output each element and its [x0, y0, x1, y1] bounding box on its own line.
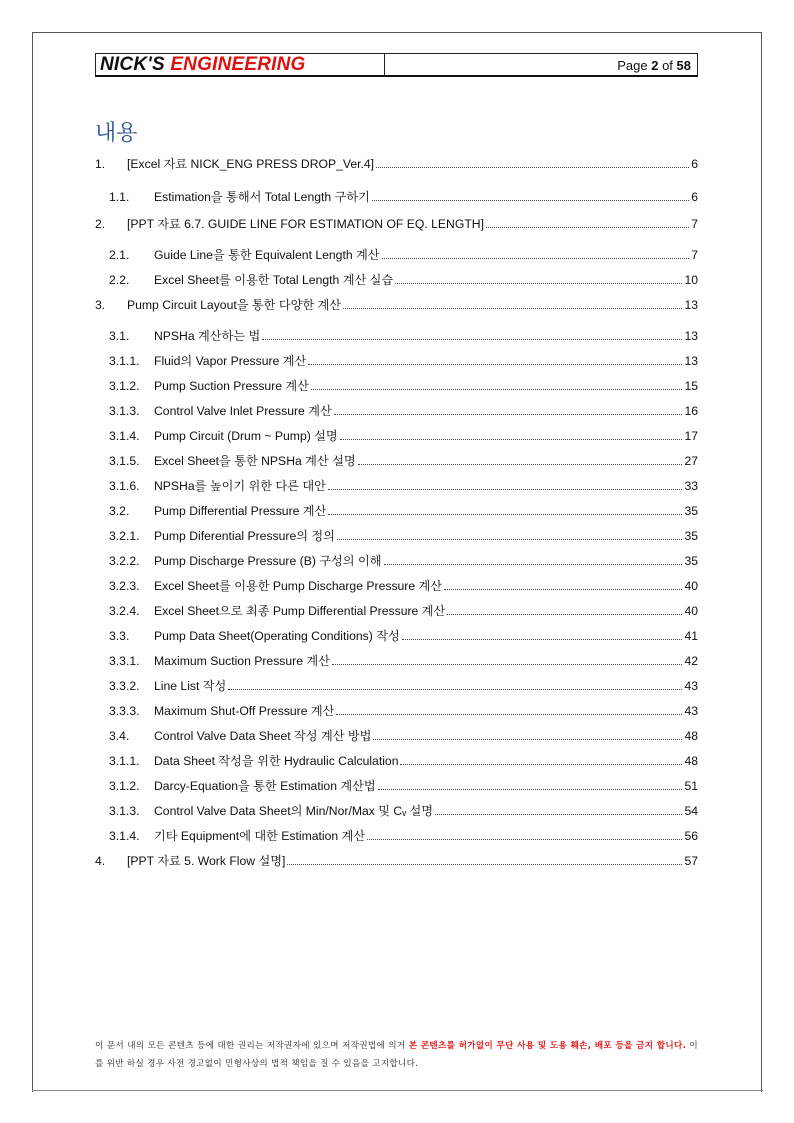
toc-entry-title: Darcy-Equation을 통한 Estimation 계산법 [154, 779, 376, 793]
toc-entry[interactable] [109, 399, 698, 419]
toc-entry-number: 3.1.4. [109, 429, 140, 443]
toc-entry-page: 13 [684, 298, 698, 312]
toc-entry[interactable] [109, 474, 698, 494]
toc-entry-number: 3.2. [109, 504, 130, 518]
toc-entry-number: 3.1.3. [109, 404, 140, 418]
toc-entry-page: 7 [691, 217, 698, 231]
toc-entry-number: 3.3.2. [109, 679, 140, 693]
toc-entry-number: 3.2.3. [109, 579, 140, 593]
toc-entry-page: 43 [684, 704, 698, 718]
toc-entry[interactable] [109, 674, 698, 694]
toc-dot-leader [447, 614, 682, 615]
toc-entry-number: 3.1.6. [109, 479, 140, 493]
toc-entry-title: Pump Circuit (Drum ~ Pump) 설명 [154, 429, 338, 443]
logo-text-nicks: NICK'S [100, 54, 171, 75]
toc-entry[interactable] [95, 152, 698, 172]
toc-entry-title: Pump Circuit Layout을 통한 다양한 계산 [127, 298, 342, 312]
toc-entry-number: 3.2.4. [109, 604, 140, 618]
toc-dot-leader [400, 764, 682, 765]
toc-dot-leader [337, 539, 682, 540]
toc-entry-page: 51 [684, 779, 698, 793]
copyright-notice [95, 1037, 698, 1073]
copyright-warning: 본 콘텐츠를 허가없이 무단 사용 및 도용 훼손, 배포 등을 금지 합니다. [408, 1041, 687, 1051]
toc-entry-number: 3.2.2. [109, 554, 140, 568]
toc-entry-number: 3.3.3. [109, 704, 140, 718]
logo-text-engineering: ENGINEERING [170, 54, 306, 75]
toc-entry-page: 6 [691, 190, 698, 204]
toc-entry-title: Pump Differential Pressure 계산 [154, 504, 327, 518]
toc-entry-title: Maximum Suction Pressure 계산 [154, 654, 330, 668]
toc-entry-title: Fluid의 Vapor Pressure 계산 [154, 354, 307, 368]
toc-entry-number: 3.1.1. [109, 354, 140, 368]
page-bottom-line [32, 1090, 763, 1091]
toc-entry-title: Control Valve Inlet Pressure 계산 [154, 404, 332, 418]
toc-entry[interactable] [109, 549, 698, 569]
page-number [385, 53, 698, 77]
toc-entry[interactable] [109, 799, 698, 819]
toc-entry-page: 27 [684, 454, 698, 468]
toc-entry-page: 7 [691, 248, 698, 262]
toc-entry-title: Estimation을 통해서 Total Length 구하기 [154, 190, 370, 204]
page-of: of [658, 58, 677, 73]
toc-dot-leader [444, 589, 682, 590]
toc-entry[interactable] [109, 499, 698, 519]
toc-entry-page: 13 [684, 329, 698, 343]
toc-dot-leader [372, 200, 689, 201]
toc-entry-page: 6 [691, 157, 698, 171]
toc-entry-number: 3.1.3. [109, 804, 140, 818]
page-prefix: Page [617, 58, 652, 73]
toc-entry-title: Excel Sheet으로 최종 Pump Differential Pressure 계산 [154, 604, 446, 618]
toc-entry[interactable] [109, 349, 698, 369]
toc-entry-title: Pump Suction Pressure 계산 [154, 379, 309, 393]
toc-dot-leader [367, 839, 682, 840]
toc-entry-number: 3.4. [109, 729, 130, 743]
toc-entry-title: Data Sheet 작성을 위한 Hydraulic Calculation [154, 754, 399, 768]
toc-entry-title: Control Valve Data Sheet의 Min/Nor/Max 및 Cᵥ 설명 [154, 804, 434, 818]
toc-entry[interactable] [109, 574, 698, 594]
toc-entry[interactable] [109, 424, 698, 444]
toc-entry-page: 15 [684, 379, 698, 393]
toc-entry[interactable] [109, 185, 698, 205]
toc-dot-leader [378, 789, 683, 790]
toc-entry-page: 16 [684, 404, 698, 418]
toc-entry[interactable] [95, 293, 698, 313]
company-logo [95, 53, 385, 77]
toc-entry-title: Excel Sheet를 이용한 Total Length 계산 실습 [154, 273, 394, 287]
toc-dot-leader [358, 464, 683, 465]
toc-entry[interactable] [109, 449, 698, 469]
toc-entry-title: Line List 작성 [154, 679, 227, 693]
toc-entry-page: 41 [684, 629, 698, 643]
toc-entry-page: 35 [684, 529, 698, 543]
page-total: 58 [676, 58, 691, 73]
toc-entry-title: NPSHa를 높이기 위한 다른 대안 [154, 479, 326, 493]
toc-dot-leader [334, 414, 683, 415]
toc-entry-number: 2.2. [109, 273, 130, 287]
toc-entry-title: Pump Discharge Pressure (B) 구성의 이해 [154, 554, 382, 568]
toc-entry-page: 56 [684, 829, 698, 843]
toc-dot-leader [328, 489, 683, 490]
toc-dot-leader [343, 308, 682, 309]
toc-entry-page: 35 [684, 554, 698, 568]
toc-entry[interactable] [109, 374, 698, 394]
toc-dot-leader [287, 864, 682, 865]
toc-entry-number: 3.1.2. [109, 779, 140, 793]
toc-dot-leader [332, 664, 682, 665]
page-current: 2 [651, 58, 659, 73]
toc-dot-leader [340, 439, 683, 440]
toc-entry-page: 57 [684, 854, 698, 868]
toc-entry-number: 3.1.4. [109, 829, 140, 843]
toc-entry[interactable] [109, 749, 698, 769]
toc-entry-number: 3. [95, 298, 106, 312]
toc-entry-title: Excel Sheet를 이용한 Pump Discharge Pressure 계산 [154, 579, 443, 593]
toc-entry-page: 54 [684, 804, 698, 818]
toc-dot-leader [395, 283, 682, 284]
toc-dot-leader [311, 389, 682, 390]
toc-dot-leader [382, 258, 690, 259]
toc-entry[interactable] [109, 524, 698, 544]
toc-entry-page: 42 [684, 654, 698, 668]
page-header [95, 53, 698, 77]
toc-entry[interactable] [109, 599, 698, 619]
toc-entry-number: 3.3. [109, 629, 130, 643]
toc-entry-number: 3.1.5. [109, 454, 140, 468]
toc-entry-title: Pump Data Sheet(Operating Conditions) 작성 [154, 629, 400, 643]
toc-dot-leader [376, 167, 689, 168]
toc-entry-number: 2. [95, 217, 106, 231]
toc-entry-number: 3.1.2. [109, 379, 140, 393]
toc-entry-title: Excel Sheet을 통한 NPSHa 계산 설명 [154, 454, 356, 468]
toc-dot-leader [228, 689, 682, 690]
toc-entry-page: 48 [684, 729, 698, 743]
toc-entry-page: 35 [684, 504, 698, 518]
toc-entry-title: 기타 Equipment에 대한 Estimation 계산 [154, 829, 366, 843]
toc-entry[interactable] [109, 243, 698, 263]
toc-entry-number: 3.1.1. [109, 754, 140, 768]
toc-entry-title: Maximum Shut-Off Pressure 계산 [154, 704, 335, 718]
toc-entry[interactable] [109, 649, 698, 669]
toc-entry-number: 1. [95, 157, 106, 171]
toc-dot-leader [336, 714, 682, 715]
toc-entry-number: 3.3.1. [109, 654, 140, 668]
toc-dot-leader [308, 364, 682, 365]
toc-dot-leader [486, 227, 689, 228]
toc-dot-leader [384, 564, 683, 565]
toc-entry-page: 17 [684, 429, 698, 443]
toc-entry[interactable] [95, 212, 698, 232]
copyright-text-after: 이를 위반 하실 경우 사전 경고없이 민형사상의 법적 책임을 질 수 있음을 고지합니다. [95, 1041, 698, 1069]
toc-title: 내용 [95, 121, 138, 146]
toc-entry[interactable] [109, 624, 698, 644]
toc-entry[interactable] [109, 724, 698, 744]
toc-dot-leader [328, 514, 682, 515]
toc-entry-title: Pump Diferential Pressure의 정의 [154, 529, 335, 543]
toc-entry-page: 40 [684, 579, 698, 593]
toc-entry[interactable] [109, 699, 698, 719]
toc-dot-leader [435, 814, 682, 815]
toc-entry-page: 40 [684, 604, 698, 618]
toc-entry-page: 10 [684, 273, 698, 287]
toc-entry-title: Guide Line을 통한 Equivalent Length 계산 [154, 248, 380, 262]
toc-entry[interactable] [109, 324, 698, 344]
toc-entry-page: 43 [684, 679, 698, 693]
toc-entry-page: 48 [684, 754, 698, 768]
toc-entry-page: 13 [684, 354, 698, 368]
toc-entry-number: 2.1. [109, 248, 130, 262]
toc-entry-number: 3.2.1. [109, 529, 140, 543]
toc-entry[interactable] [109, 774, 698, 794]
toc-entry-number: 1.1. [109, 190, 130, 204]
copyright-text: 이 문서 내의 모든 콘텐츠 등에 대한 권리는 저작권자에 있으며 저작권법에 의거 [95, 1041, 409, 1051]
toc-entry[interactable] [109, 268, 698, 288]
toc-entry-page: 33 [684, 479, 698, 493]
toc-entry-number: 3.1. [109, 329, 130, 343]
toc-entry[interactable] [95, 849, 698, 869]
toc-dot-leader [402, 639, 683, 640]
toc-entry-title: [PPT 자료 6.7. GUIDE LINE FOR ESTIMATION OF EQ. LENGTH] [127, 217, 484, 231]
toc-entry-title: [PPT 자료 5. Work Flow 설명] [127, 854, 286, 868]
toc-dot-leader [262, 339, 682, 340]
toc-entry-title: [Excel 자료 NICK_ENG PRESS DROP_Ver.4] [127, 157, 375, 171]
toc-entry-title: Control Valve Data Sheet 작성 계산 방법 [154, 729, 372, 743]
toc-entry-title: NPSHa 계산하는 법 [154, 329, 261, 343]
toc-dot-leader [373, 739, 682, 740]
toc-entry[interactable] [109, 824, 698, 844]
toc-entry-number: 4. [95, 854, 106, 868]
